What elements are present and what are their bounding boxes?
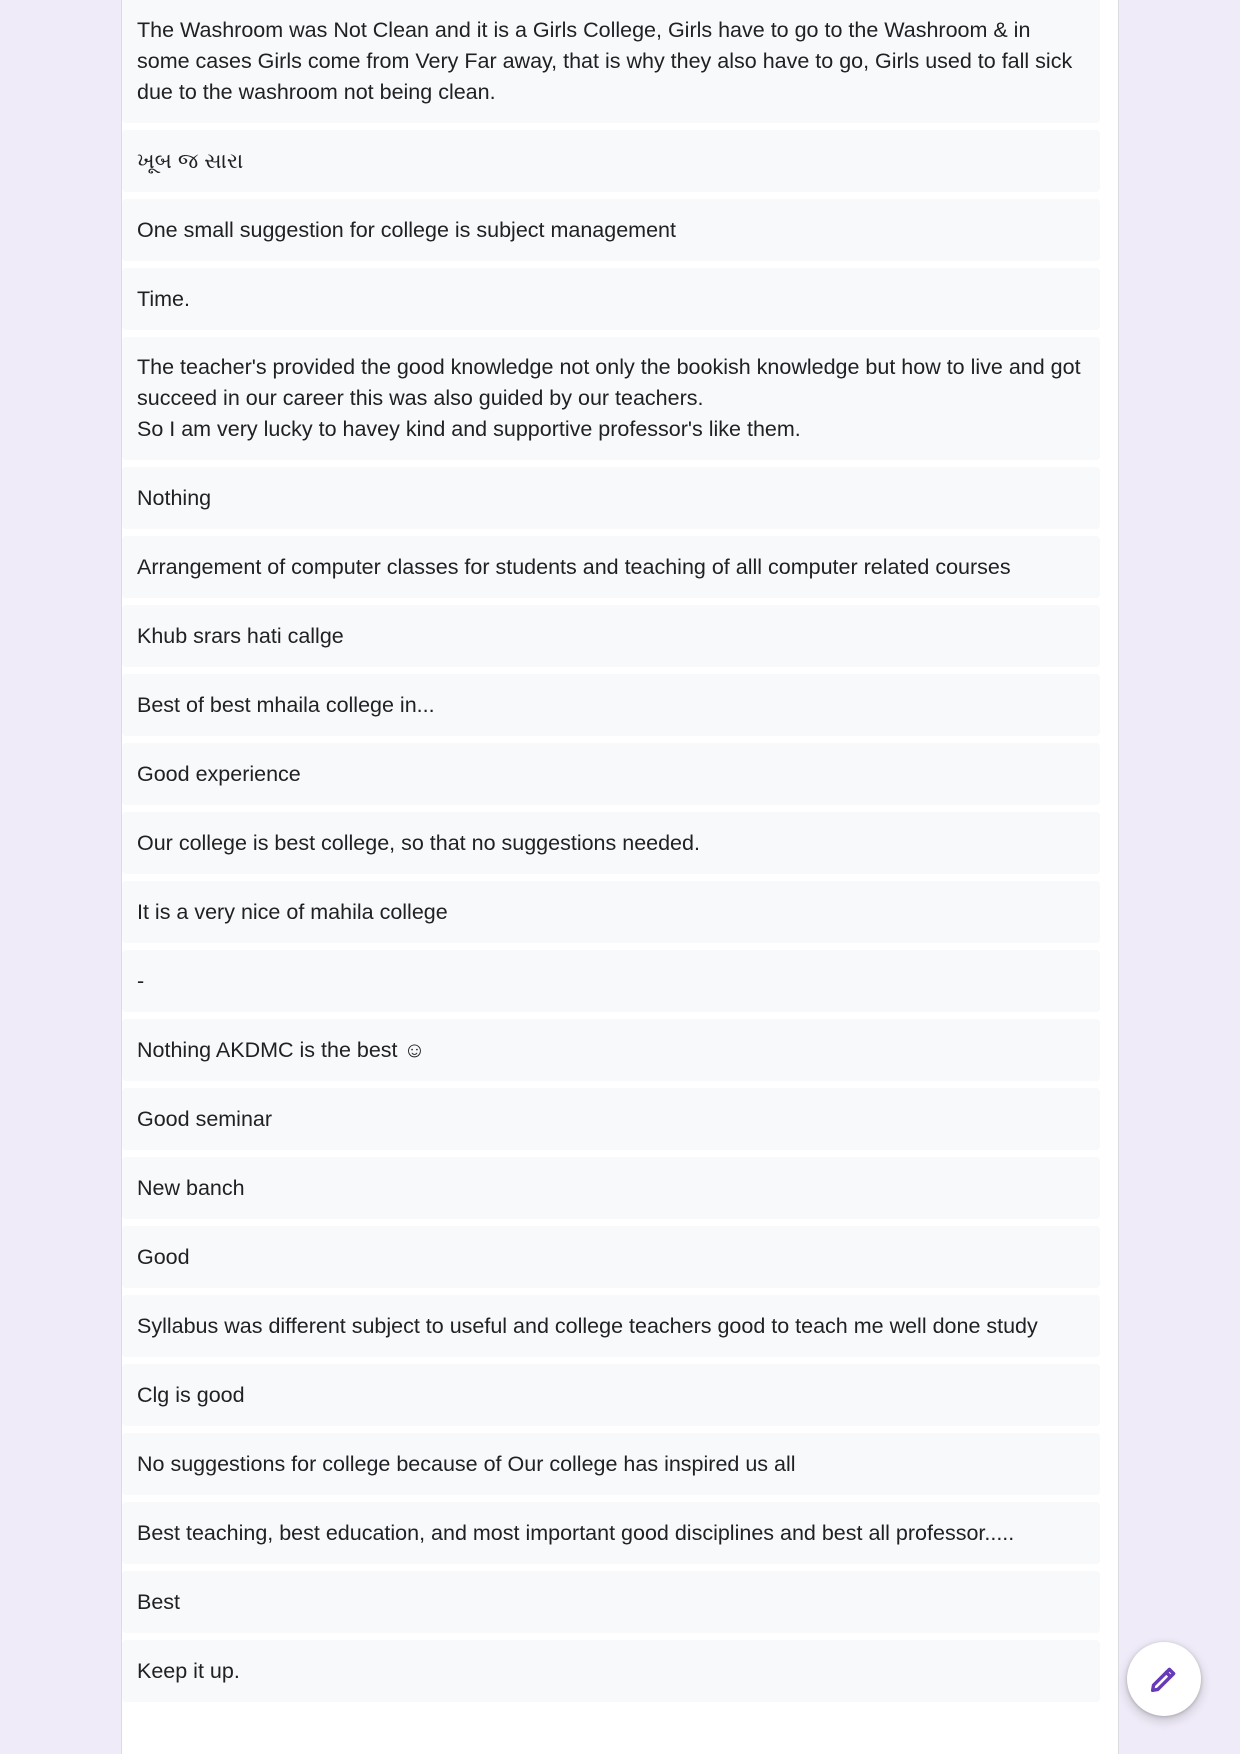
- response-item: No suggestions for college because of Our college has inspired us all: [122, 1433, 1100, 1495]
- pencil-icon: [1147, 1662, 1181, 1696]
- response-item: Syllabus was different subject to useful and college teachers good to teach me well done study: [122, 1295, 1100, 1357]
- response-item: Good experience: [122, 743, 1100, 805]
- response-item: Our college is best college, so that no suggestions needed.: [122, 812, 1100, 874]
- response-item: Nothing AKDMC is the best ☺: [122, 1019, 1100, 1081]
- response-item: Arrangement of computer classes for students and teaching of alll computer related courses: [122, 536, 1100, 598]
- response-item: Time.: [122, 268, 1100, 330]
- response-item: -: [122, 950, 1100, 1012]
- response-item: It is a very nice of mahila college: [122, 881, 1100, 943]
- response-item: New banch: [122, 1157, 1100, 1219]
- response-list: [122, 0, 1118, 1709]
- responses-card: [121, 0, 1119, 1754]
- response-item: Clg is good: [122, 1364, 1100, 1426]
- response-item: Good: [122, 1226, 1100, 1288]
- edit-form-button[interactable]: [1127, 1642, 1201, 1716]
- response-item: Best: [122, 1571, 1100, 1633]
- response-item: ખૂબ જ સારા: [122, 130, 1100, 192]
- response-item: Good seminar: [122, 1088, 1100, 1150]
- response-item: Best of best mhaila college in...: [122, 674, 1100, 736]
- response-item: The teacher's provided the good knowledge not only the bookish knowledge but how to live and got succeed in our career this was also guided by our teachers. So I am very lucky to havey kind and supportive professor's like them.: [122, 337, 1100, 460]
- response-item: The Washroom was Not Clean and it is a Girls College, Girls have to go to the Washroom & in some cases Girls come from Very Far away, that is why they also have to go, Girls used to fall sick due to the washroom not being clean.: [122, 0, 1100, 123]
- response-item: Nothing: [122, 467, 1100, 529]
- response-item: Keep it up.: [122, 1640, 1100, 1702]
- response-item: One small suggestion for college is subject management: [122, 199, 1100, 261]
- response-item: Khub srars hati callge: [122, 605, 1100, 667]
- response-item: Best teaching, best education, and most important good disciplines and best all professor.....: [122, 1502, 1100, 1564]
